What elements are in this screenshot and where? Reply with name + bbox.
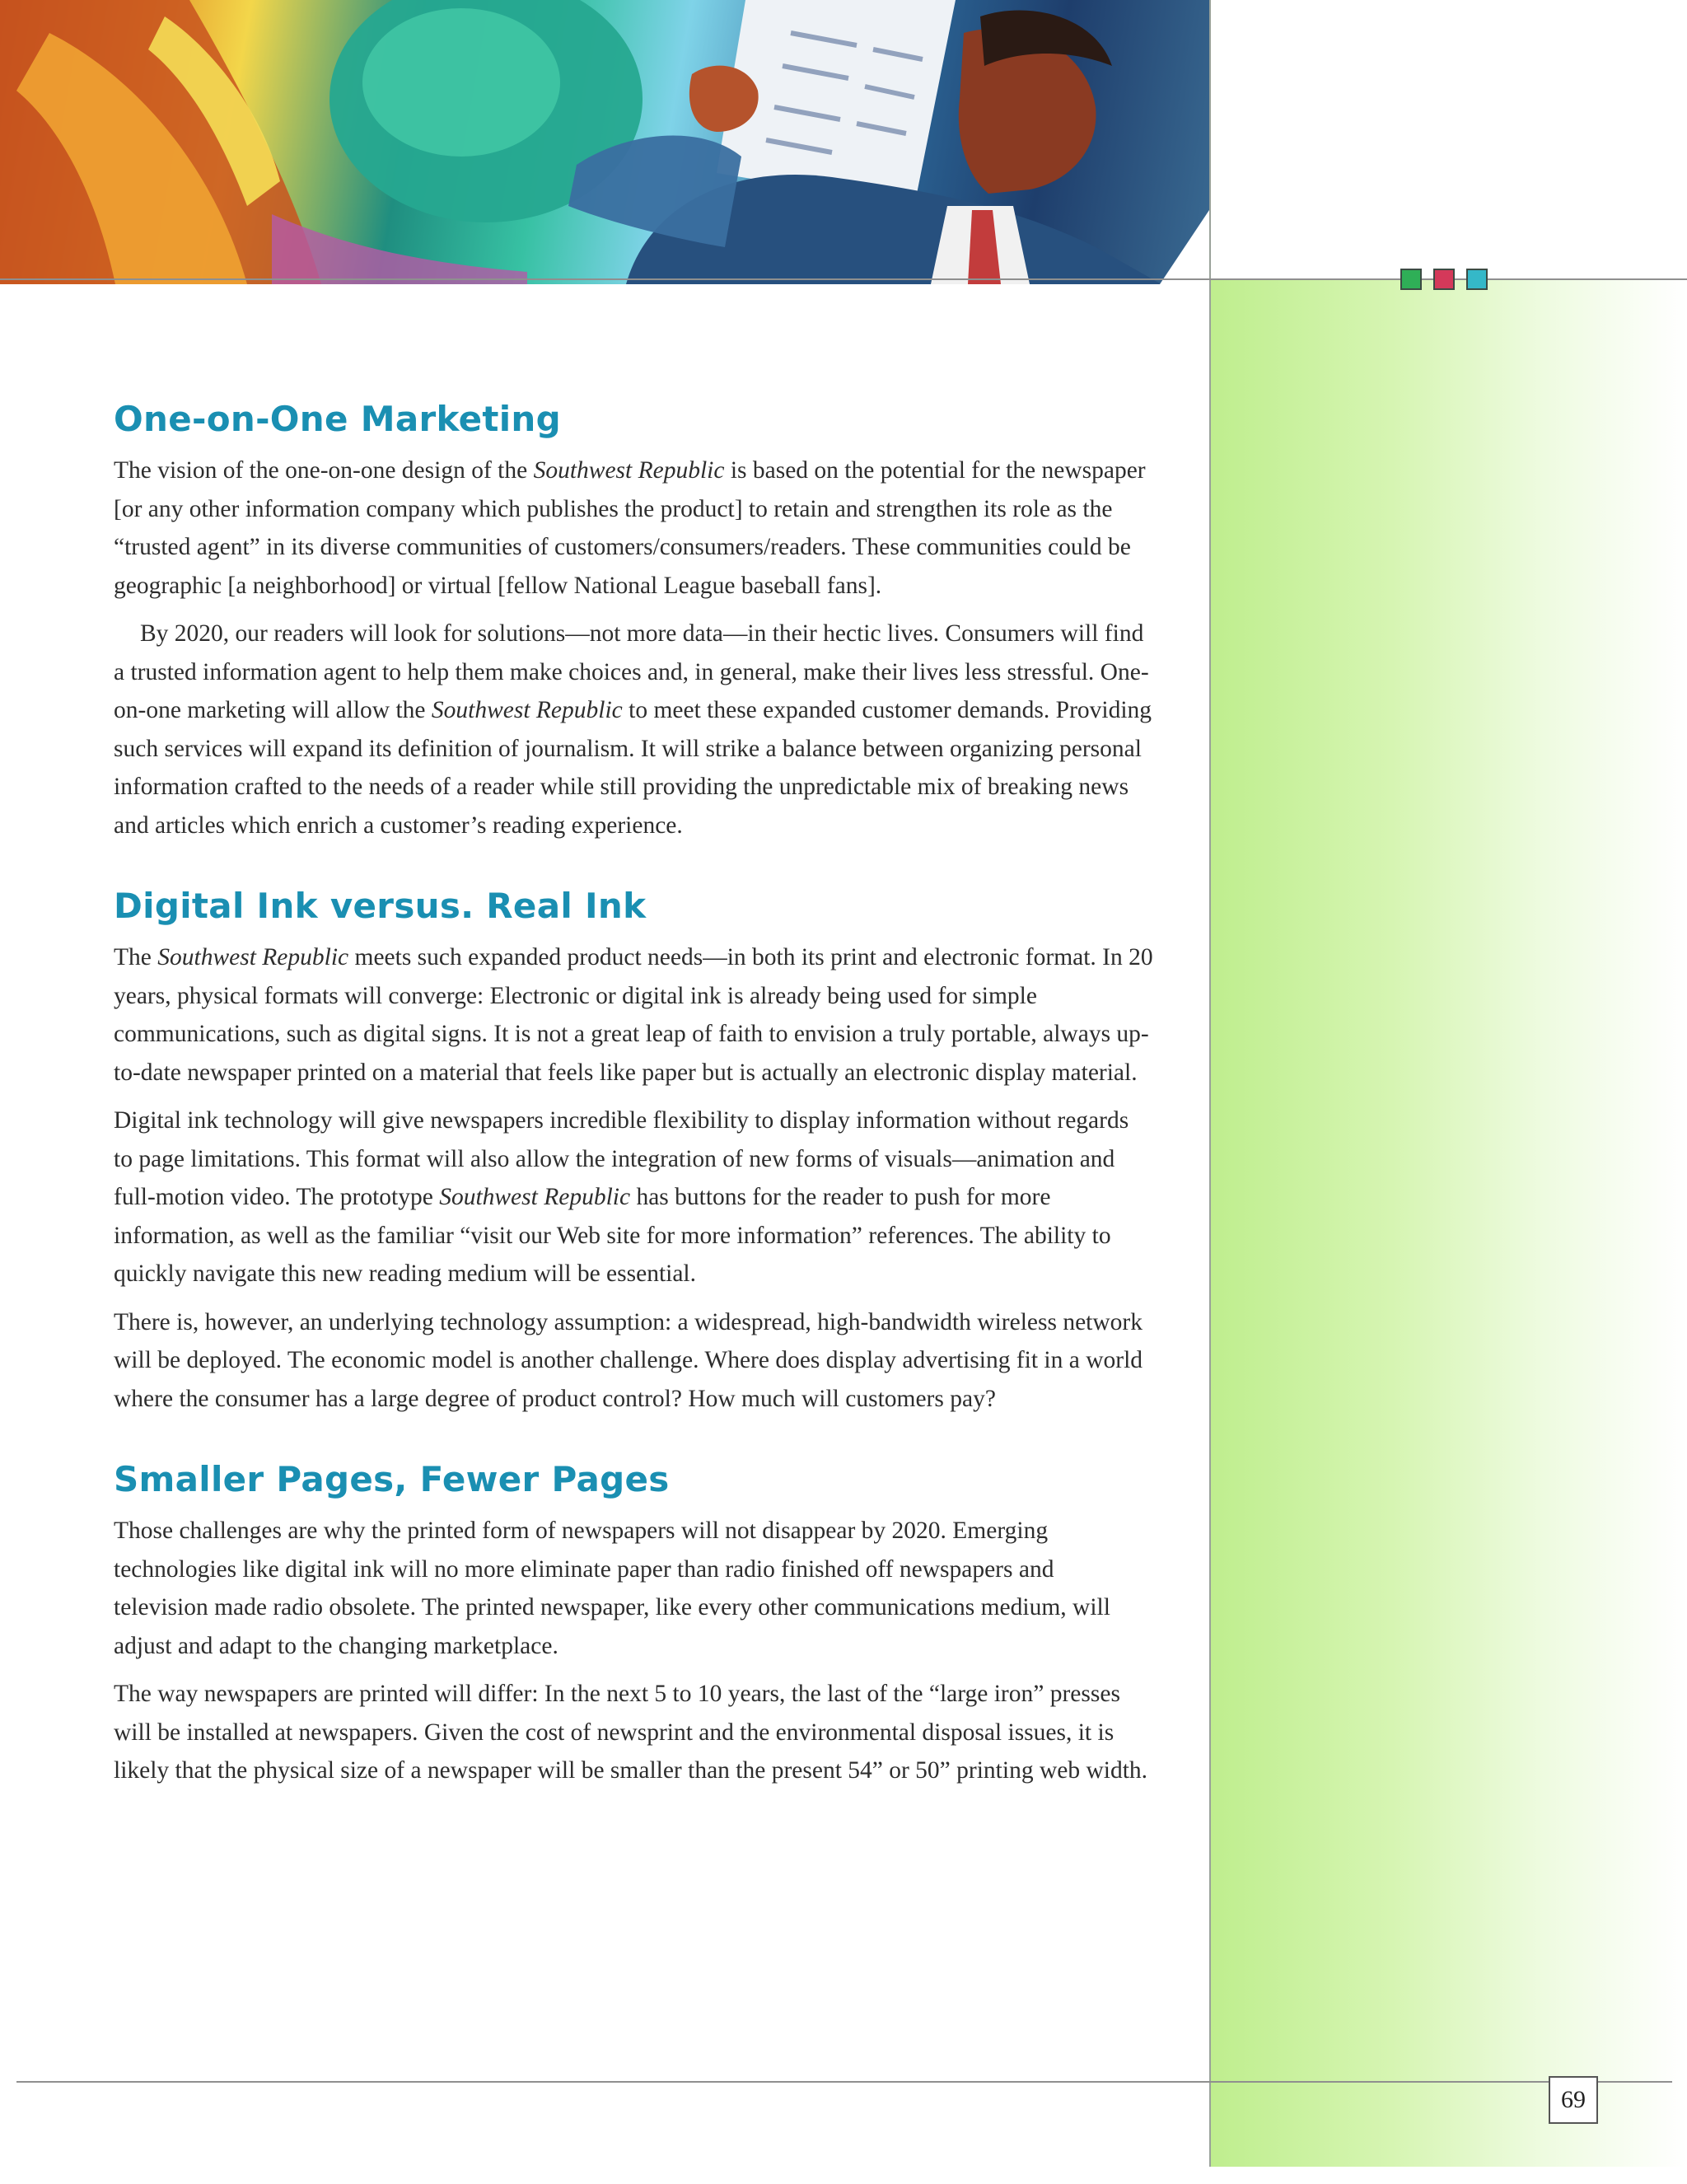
hero-corner-cut [1160,210,1209,284]
section-heading: Digital Ink versus. Real Ink [114,886,647,926]
text-run: The [114,944,158,970]
text-run: has buttons for the reader to push for more information, as well as the familiar “visit our Web site for more information” references. The ability to quickly navigate this new reading medium will be essential. [114,1184,1111,1287]
text-run: to meet these expanded customer demands. Providing such services will expand its definition of journalism. It will strike a balance between organizing personal information crafted to the needs of a reader while still providing the unpredictable mix of breaking news and articles which enrich a customer’s reading experience. [114,697,1152,839]
paragraph: Those challenges are why the printed form of newspapers will not disappear by 2020. Emerging technologies like digital ink will no more eliminate paper than radio finished off newspapers and television made radio obsolete. The printed newspaper, like every other communications medium, will adjust and adapt to the changing marketplace. [114,1518,1110,1659]
section-heading: Smaller Pages, Fewer Pages [114,1459,670,1499]
bottom-horizontal-rule [16,2081,1672,2083]
color-squares [1400,269,1488,290]
paragraph: The way newspapers are printed will differ: In the next 5 to 10 years, the last of the “large iron” presses will be installed at newspapers. Given the cost of newsprint and the environmental disposal issues, it is likely that the physical size of a newspaper will be smaller than the present 54” or 50” printing web width. [114,1681,1148,1784]
publication-name: Southwest Republic [439,1184,631,1210]
section-heading: One-on-One Marketing [114,399,561,439]
text-run: is based on the potential for the newspaper [or any other information company which publishes the product] to retain and strengthen its role as the “trusted agent” in its diverse communities of customers/consumers/readers. These communities could be geographic [a neighborhood] or virtual [fellow National League baseball fans]. [114,457,1146,599]
paragraph [114,615,1153,844]
paragraph [114,938,1153,1092]
hero-illustration [0,0,1209,284]
paragraph [114,451,1153,605]
paragraph [114,1101,1153,1293]
text-run: Digital ink technology will give newspapers incredible flexibility to display information without regards to page limitations. This format will also allow the integration of new forms of visuals—animation and full-motion video. The prototype [114,1107,1129,1210]
section-digital-ink [114,882,1153,1418]
paragraph: There is, however, an underlying technology assumption: a widespread, high-bandwidth wireless network will be deployed. The economic model is another challenge. Where does display advertising fit in a world where the consumer has a large degree of product control? How much will customers pay? [114,1308,1143,1412]
article-body [114,395,1153,1828]
publication-name: Southwest Republic [431,697,623,723]
side-green-band [1211,280,1687,2167]
cyan-square-icon [1466,269,1488,290]
red-square-icon [1433,269,1455,290]
page-number: 69 [1549,2076,1598,2124]
text-run: By 2020, our readers will look for solutions—not more data—in their hectic lives. Consumers will find a trusted information agent to help them make choices and, in general, make their lives less stressful. One-on-one marketing will allow the [114,620,1149,723]
publication-name: Southwest Republic [157,944,349,970]
section-smaller-pages [114,1456,1153,1790]
newspaper-reader-illustration [0,0,1209,284]
side-band-divider [1209,0,1211,2167]
publication-name: Southwest Republic [533,457,725,484]
text-run: The vision of the one-on-one design of the [114,457,534,484]
green-square-icon [1400,269,1422,290]
text-run: meets such expanded product needs—in both its print and electronic format. In 20 years, physical formats will converge: Electronic or digital ink is already being used for simple communications, such as digital signs. It is not a great leap of faith to envision a truly portable, always up-to-date newspaper printed on a material that feels like paper but is actually an electronic display material. [114,944,1153,1086]
section-one-on-one-marketing [114,395,1153,844]
